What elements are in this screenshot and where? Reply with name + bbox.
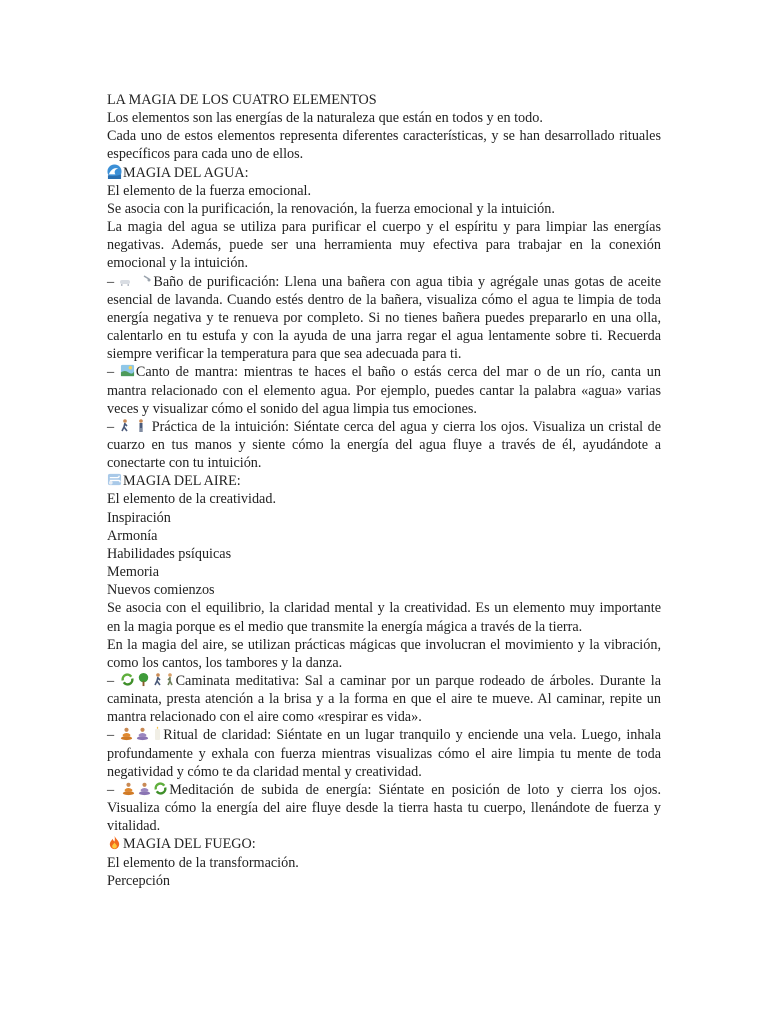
water-wave-icon: [107, 164, 122, 179]
agua-heading: [107, 164, 661, 182]
shower-icon: [141, 273, 153, 288]
recycle-arrows-icon: [153, 781, 168, 796]
document-page: [107, 91, 661, 890]
aire-heading-text: MAGIA DEL AIRE:: [123, 473, 241, 490]
person-lotus-icon: [119, 726, 134, 741]
agua-heading-text: MAGIA DEL AGUA:: [123, 164, 249, 181]
aire-ritual-3-text: Meditación de subida de energía: Siéntate en posición de loto y cierra los ojos. Visualiza cómo la energía del aire fluye desde la tierra hasta tu cuerpo, llenándote de fuerza y vitalidad.: [107, 781, 661, 835]
aire-paragraph-1: Se asocia con el equilibrio, la claridad mental y la creatividad. Es un elemento muy importante en la magia porque es el medio que transmite la energía mágica a través de la tierra.: [107, 600, 661, 635]
agua-ritual-3-text: Práctica de la intuición: Siéntate cerca del agua y cierra los ojos. Visualiza un cristal de cuarzo en tus manos y siente cómo la energía del agua fluye a través de él, ayudándote a conectarte con tu intuición.: [107, 418, 662, 472]
aire-list-item: Habilidades psíquicas: [107, 545, 232, 562]
document-title: LA MAGIA DE LOS CUATRO ELEMENTOS: [107, 92, 377, 108]
recycle-arrows-icon: [120, 672, 135, 687]
fuego-list-item: Percepción: [107, 872, 171, 889]
agua-ritual-1-text: Baño de purificación: Llena una bañera con agua tibia y agrégale unas gotas de aceite esencial de lavanda. Cuando estés dentro de la bañera, visualiza cómo el agua te limpia de toda energía negativa y te renueva por completo. Si no tienes bañera puedes prepararlo en una olla, calentarlo en tu estufa y con la ayuda de una jarra regar el agua lentamente sobre ti. Recuerda siempre verificar la temperatura para que sea adecuada para ti.: [107, 273, 661, 363]
dash: –: [107, 673, 115, 689]
person-walking-icon: [164, 672, 176, 687]
dash: –: [107, 364, 115, 381]
aire-ritual-1-text: Caminata meditativa: Sal a caminar por un parque rodeado de árboles. Durante la caminata, presta atención a la brisa y a la forma en que el aire te mueve. Al caminar, repite un mantra relacionado con el aire como «respirar es vida».: [107, 673, 661, 726]
aire-ritual-3: [107, 781, 661, 835]
wind-face-icon: [107, 472, 122, 487]
dash: –: [107, 273, 115, 290]
dash: –: [107, 781, 115, 798]
aire-heading: [107, 472, 661, 490]
bathtub-icon: [119, 273, 131, 288]
ocean-landscape-icon: [120, 363, 135, 378]
candle-icon: [151, 726, 163, 741]
person-walking-icon: [152, 672, 164, 687]
aire-paragraph-2: En la magia del aire, se utilizan prácticas mágicas que involucran el movimiento y la vibración, como los cantos, los tambores y la danza.: [107, 636, 661, 671]
aire-list-item: Memoria: [107, 564, 160, 581]
fuego-heading: [107, 835, 661, 853]
agua-ritual-1: [107, 273, 661, 364]
intro-paragraph: Cada uno de estos elementos representa diferentes características, y se han desarrollado rituales específicos para cada uno de ellos.: [107, 128, 661, 163]
agua-ritual-3: [107, 418, 661, 472]
agua-subtitle: El elemento de la fuerza emocional.: [107, 182, 312, 199]
aire-ritual-2-text: Ritual de claridad: Siéntate en un lugar tranquilo y enciende una vela. Luego, inhala profundamente y exhala con fuerza mientras visualizas cómo el aire limpia tu mente de toda negatividad y cómo te da claridad mental y creatividad.: [107, 727, 661, 780]
tree-icon: [136, 672, 151, 687]
aire-list-item: Armonía: [107, 527, 158, 544]
agua-paragraph-2: La magia del agua se utiliza para purificar el cuerpo y el espíritu y para limpiar las energías negativas. Además, puede ser una herramienta muy efectiva para trabajar en la conexión emocional y la intuición.: [107, 219, 661, 272]
fuego-heading-text: MAGIA DEL FUEGO:: [123, 836, 256, 853]
fire-icon: [107, 835, 122, 850]
aire-list-item: Nuevos comienzos: [107, 582, 215, 599]
agua-ritual-2-text: Canto de mantra: mientras te haces el baño o estás cerca del mar o de un río, canta un mantra relacionado con el elemento agua. Por ejemplo, puedes cantar la palabra «agua» varias veces y visualizar cómo el sonido del agua limpia tus emociones.: [107, 364, 661, 417]
person-walking-icon: [119, 418, 131, 433]
intro-line: Los elementos son las energías de la naturaleza que están en todos y en todo.: [107, 110, 543, 127]
dash: –: [107, 418, 115, 435]
person-standing-icon: [135, 418, 147, 433]
dash: –: [107, 727, 115, 744]
aire-list-item: Inspiración: [107, 509, 171, 526]
person-lotus-icon: [137, 781, 152, 796]
agua-ritual-2: [107, 363, 661, 417]
aire-subtitle: El elemento de la creatividad.: [107, 491, 276, 508]
aire-ritual-2: [107, 726, 661, 780]
aire-ritual-1: [107, 672, 661, 726]
agua-paragraph-1: Se asocia con la purificación, la renovación, la fuerza emocional y la intuición.: [107, 200, 555, 217]
fuego-subtitle: El elemento de la transformación.: [107, 854, 299, 871]
person-lotus-icon: [121, 781, 136, 796]
person-lotus-icon: [135, 726, 150, 741]
